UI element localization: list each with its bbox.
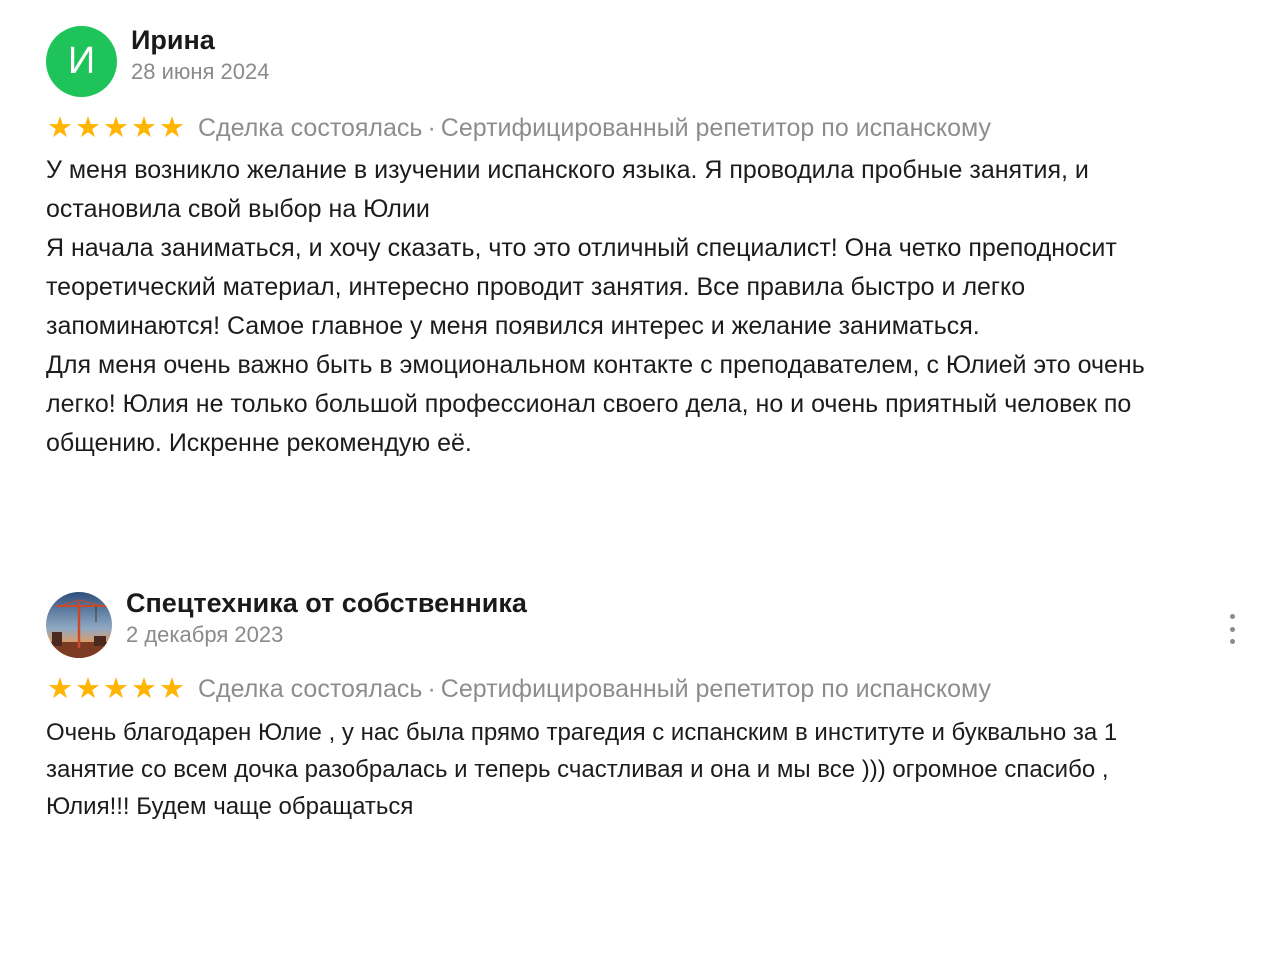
- rating-stars: [46, 675, 186, 703]
- menu-dot: [1230, 639, 1235, 644]
- review-card: [46, 26, 1260, 463]
- review-meta: [46, 111, 1260, 145]
- star-icon: ★: [159, 673, 185, 705]
- meta-separator: ·: [427, 675, 436, 703]
- star-icon: ★: [47, 112, 73, 144]
- avatar[interactable]: [46, 592, 112, 658]
- star-icon: ★: [75, 112, 101, 144]
- review-card: [46, 588, 1260, 825]
- review-text: Очень благодарен Юлие , у нас была прямо трагедия с испанским в институте и буквально за 1 занятие со всем дочка разобралась и теперь счастливая и она и мы все ))) огромное спасибо , Юлия!!! Будем чаще обращаться: [46, 719, 1118, 820]
- service-name: Сертифицированный репетитор по испанскому: [440, 675, 991, 703]
- avatar[interactable]: [46, 26, 117, 97]
- star-icon: ★: [131, 112, 157, 144]
- star-icon: ★: [159, 112, 185, 144]
- review-date: 28 июня 2024: [131, 58, 270, 84]
- author-name[interactable]: Спецтехника от собственника: [126, 588, 527, 618]
- menu-dot: [1230, 614, 1235, 619]
- rating-stars: [46, 114, 186, 142]
- review-header: [46, 26, 1260, 97]
- more-vertical-icon[interactable]: [1222, 614, 1242, 644]
- avatar-initial: И: [67, 40, 96, 82]
- star-icon: ★: [131, 673, 157, 705]
- star-icon: ★: [47, 673, 73, 705]
- star-icon: ★: [103, 673, 129, 705]
- review-date: 2 декабря 2023: [126, 622, 284, 647]
- menu-dot: [1230, 627, 1235, 632]
- star-icon: ★: [103, 112, 129, 144]
- review-meta: [46, 672, 1260, 706]
- review-text: У меня возникло желание в изучении испанского языка. Я проводила пробные занятия, и остановила свой выбор на Юлии Я начала заниматься, и хочу сказать, что это отличный специалист! Она четко преподносит теоретический материал, интересно проводит занятия. Все правила быстро и легко запоминаются! Самое главное у меня появился интерес и желание заниматься. Для меня очень важно быть в эмоциональном контакте с преподавателем, с Юлией это очень легко! Юлия не только большой профессионал своего дела, но и очень приятный человек по общению. Искренне рекомендую её.: [46, 156, 1145, 457]
- construction-crane-photo: [46, 592, 112, 658]
- star-icon: ★: [75, 673, 101, 705]
- author-block: [126, 586, 527, 650]
- deal-status: Сделка состоялась: [198, 675, 423, 703]
- meta-separator: ·: [427, 114, 436, 142]
- service-name: Сертифицированный репетитор по испанскому: [440, 114, 991, 142]
- review-header: [46, 588, 1260, 658]
- deal-status: Сделка состоялась: [198, 114, 423, 142]
- author-name[interactable]: Ирина: [131, 24, 215, 55]
- author-block: [131, 23, 270, 87]
